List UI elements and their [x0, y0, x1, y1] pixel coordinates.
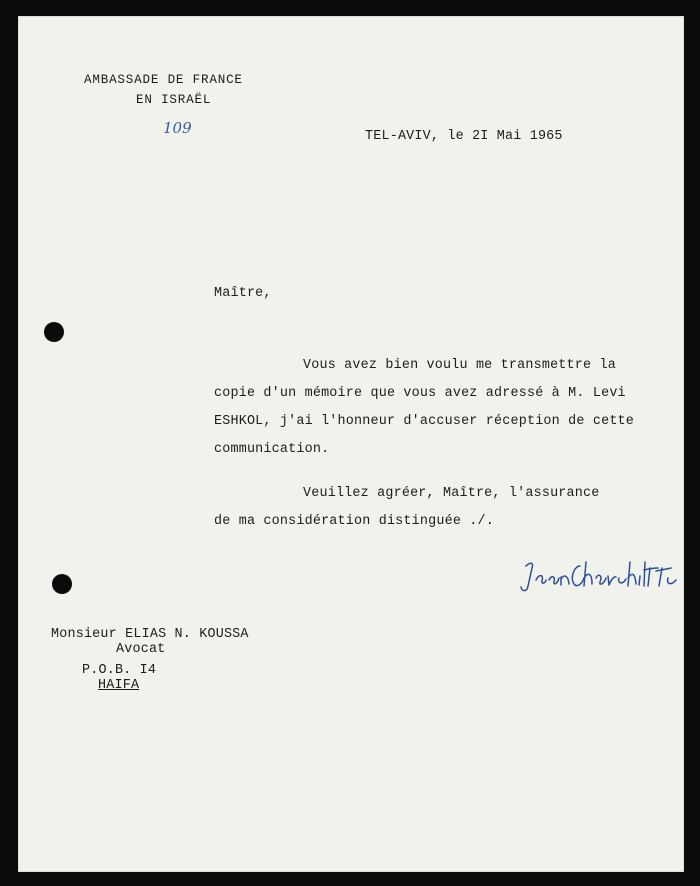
handwritten-number: 109: [163, 119, 192, 137]
addressee-city: HAIFA: [98, 678, 140, 693]
letterhead-line-2: EN ISRAËL: [136, 93, 212, 107]
punch-hole-bottom: [52, 574, 72, 594]
letter-page: [18, 16, 684, 872]
body-p1-line-1: Vous avez bien voulu me transmettre la: [303, 358, 616, 373]
body-p1-line-4: communication.: [214, 442, 330, 457]
addressee-title: Avocat: [116, 642, 166, 657]
addressee-pob: P.O.B. I4: [82, 663, 157, 678]
salutation: Maître,: [214, 286, 272, 301]
punch-hole-top: [44, 322, 64, 342]
body-p1-line-2: copie d'un mémoire que vous avez adressé à M. Levi: [214, 386, 626, 401]
body-p2-line-1: Veuillez agréer, Maître, l'assurance: [303, 486, 600, 501]
signature: [518, 554, 683, 602]
letterhead-line-1: AMBASSADE DE FRANCE: [84, 73, 243, 87]
body-p1-line-3: ESHKOL, j'ai l'honneur d'accuser réception de cette: [214, 414, 635, 429]
addressee-name: Monsieur ELIAS N. KOUSSA: [51, 627, 249, 642]
body-p2-line-2: de ma considération distinguée ./.: [214, 514, 495, 529]
dateline: TEL-AVIV, le 2I Mai 1965: [365, 129, 563, 144]
